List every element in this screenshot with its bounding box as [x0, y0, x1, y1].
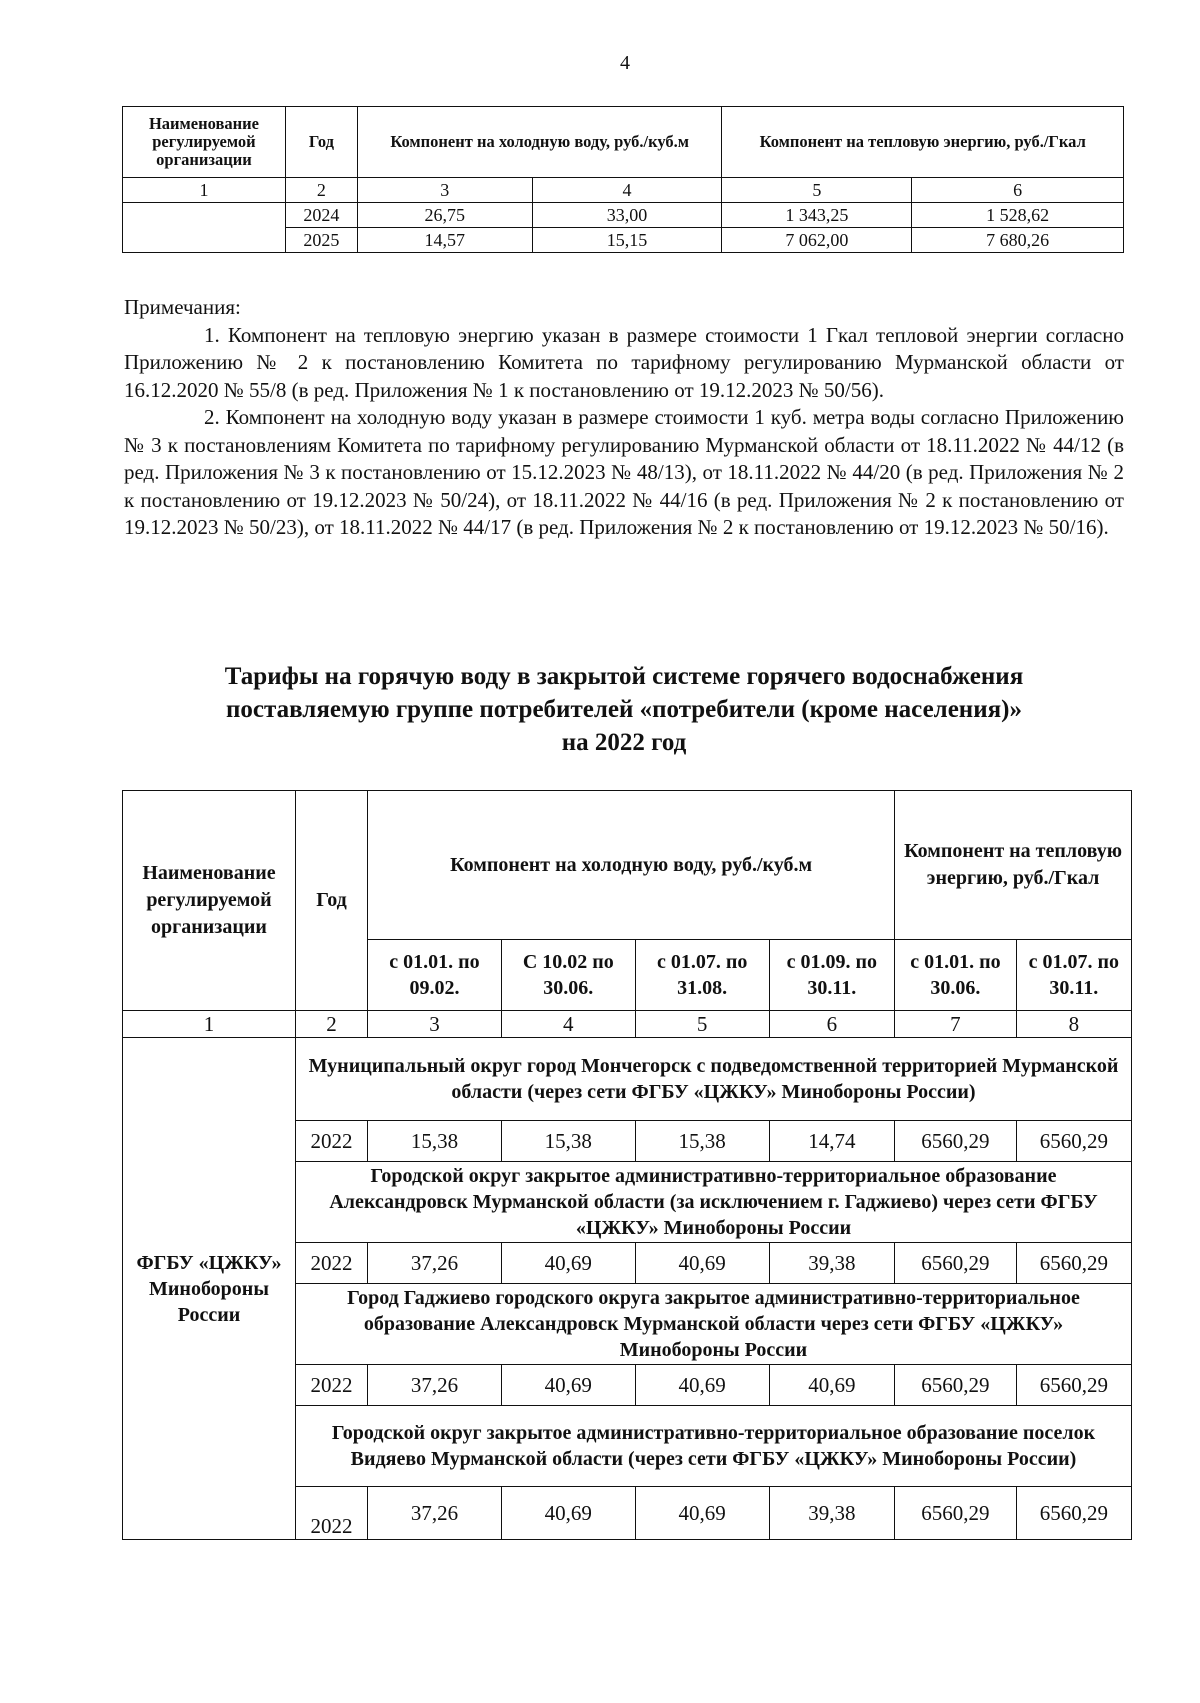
period-header: с 01.01. по 09.02.: [368, 940, 502, 1011]
year-cell: 2022: [295, 1121, 367, 1162]
org-cell-empty: [123, 203, 286, 253]
period-header: с 01.07. по 30.11.: [1016, 940, 1131, 1011]
value-cell: 40,69: [501, 1365, 635, 1406]
table-row: [123, 203, 1124, 228]
value-cell: 6560,29: [1016, 1365, 1131, 1406]
note-2: 2. Компонент на холодную воду указан в размере стоимости 1 куб. метра воды согласно Приложению № 3 к постановлениям Комитета по тарифному регулированию Мурманской области от 18.11.2022 № 44/12 (в ред. Приложения № 3 к постановлению от 15.12.2023 № 48/13), от 18.11.2022 № 44/20 (в ред. Приложения № 2 к постановлению от 19.12.2023 № 50/24), от 18.11.2022 № 44/16 (в ред. Приложения № 2 к постановлению от 19.12.2023 № 50/23), от 18.11.2022 № 44/17 (в ред. Приложения № 2 к постановлению от 19.12.2023 № 50/16).: [124, 405, 1124, 539]
value-cell: 6560,29: [895, 1243, 1016, 1284]
index-cell: 1: [123, 178, 286, 203]
index-cell: 5: [722, 178, 912, 203]
value-cell: 15,15: [532, 228, 722, 253]
index-cell: 7: [895, 1011, 1016, 1038]
index-cell: 6: [912, 178, 1124, 203]
value-cell: 6560,29: [1016, 1121, 1131, 1162]
heading-line: Тарифы на горячую воду в закрытой системе горячего водоснабжения: [224, 663, 1024, 690]
index-cell: 3: [368, 1011, 502, 1038]
header-cold-water: Компонент на холодную воду, руб./куб.м: [357, 107, 722, 178]
value-cell: 7 680,26: [912, 228, 1124, 253]
header-org: Наименование регулируемой организации: [123, 791, 296, 1011]
period-header: С 10.02 по 30.06.: [501, 940, 635, 1011]
value-cell: 14,74: [769, 1121, 895, 1162]
organization-cell: ФГБУ «ЦЖКУ» Минобороны России: [123, 1038, 296, 1540]
value-cell: 40,69: [635, 1365, 769, 1406]
value-cell: 15,38: [501, 1121, 635, 1162]
value-cell: 6560,29: [1016, 1487, 1131, 1540]
index-cell: 5: [635, 1011, 769, 1038]
index-cell: 8: [1016, 1011, 1131, 1038]
notes: [124, 294, 1124, 542]
header-heat: Компонент на тепловую энергию, руб./Гкал: [895, 791, 1132, 940]
value-cell: 40,69: [501, 1243, 635, 1284]
value-cell: 6560,29: [1016, 1243, 1131, 1284]
value-cell: 37,26: [368, 1487, 502, 1540]
value-cell: 14,57: [357, 228, 532, 253]
header-heat: Компонент на тепловую энергию, руб./Гкал: [722, 107, 1124, 178]
index-cell: 2: [285, 178, 357, 203]
tariff-table-continued: [122, 106, 1124, 253]
year-cell: 2022: [295, 1487, 367, 1540]
area-row: [123, 1038, 1132, 1121]
value-cell: 39,38: [769, 1243, 895, 1284]
page-number: 4: [620, 52, 630, 74]
index-cell: 6: [769, 1011, 895, 1038]
heading-line: поставляемую группе потребителей «потребители (кроме населения)»: [226, 696, 1022, 723]
value-cell: 1 528,62: [912, 203, 1124, 228]
index-row: [123, 1011, 1132, 1038]
area-title: Город Гаджиево городского округа закрытое административно-территориальное образование Александровск Мурманской области через сети ФГБУ «ЦЖКУ» Минобороны России: [295, 1284, 1131, 1365]
value-cell: 40,69: [635, 1243, 769, 1284]
value-cell: 1 343,25: [722, 203, 912, 228]
header-year: Год: [285, 107, 357, 178]
header-year: Год: [295, 791, 367, 1011]
value-cell: 37,26: [368, 1243, 502, 1284]
index-cell: 4: [532, 178, 722, 203]
value-cell: 40,69: [635, 1487, 769, 1540]
value-cell: 39,38: [769, 1487, 895, 1540]
value-cell: 40,69: [769, 1365, 895, 1406]
value-cell: 33,00: [532, 203, 722, 228]
index-cell: 3: [357, 178, 532, 203]
hot-water-tariff-table: [122, 790, 1132, 1540]
area-title: Городской округ закрытое административно-территориальное образование Александровск Мурманской области (за исключением г. Гаджиево) через сети ФГБУ «ЦЖКУ» Минобороны России: [295, 1162, 1131, 1243]
header-org: Наименование регулируемой организации: [123, 107, 286, 178]
value-cell: 15,38: [368, 1121, 502, 1162]
year-cell: 2022: [295, 1365, 367, 1406]
section-heading: [124, 660, 1124, 759]
year-cell: 2024: [285, 203, 357, 228]
index-cell: 4: [501, 1011, 635, 1038]
index-cell: 2: [295, 1011, 367, 1038]
area-title: Муниципальный округ город Мончегорск с подведомственной территорией Мурманской области (через сети ФГБУ «ЦЖКУ» Минобороны России): [295, 1038, 1131, 1121]
value-cell: 40,69: [501, 1487, 635, 1540]
year-cell: 2022: [295, 1243, 367, 1284]
heading-line: на 2022 год: [561, 729, 687, 756]
value-cell: 6560,29: [895, 1365, 1016, 1406]
year-cell: 2025: [285, 228, 357, 253]
value-cell: 6560,29: [895, 1487, 1016, 1540]
value-cell: 7 062,00: [722, 228, 912, 253]
value-cell: 15,38: [635, 1121, 769, 1162]
notes-title: Примечания:: [124, 295, 241, 319]
header-cold-water: Компонент на холодную воду, руб./куб.м: [368, 791, 895, 940]
value-cell: 6560,29: [895, 1121, 1016, 1162]
index-row: [123, 178, 1124, 203]
area-title: Городской округ закрытое административно-территориальное образование поселок Видяево Мурманской области (через сети ФГБУ «ЦЖКУ» Минобороны России): [295, 1406, 1131, 1487]
period-header: с 01.01. по 30.06.: [895, 940, 1016, 1011]
period-header: с 01.09. по 30.11.: [769, 940, 895, 1011]
value-cell: 37,26: [368, 1365, 502, 1406]
index-cell: 1: [123, 1011, 296, 1038]
period-header: с 01.07. по 31.08.: [635, 940, 769, 1011]
value-cell: 26,75: [357, 203, 532, 228]
note-1: 1. Компонент на тепловую энергию указан в размере стоимости 1 Гкал тепловой энергии согласно Приложению № 2 к постановлению Комитета по тарифному регулированию Мурманской области от 16.12.2020 № 55/8 (в ред. Приложения № 1 к постановлению от 19.12.2023 № 50/56).: [124, 322, 1124, 402]
